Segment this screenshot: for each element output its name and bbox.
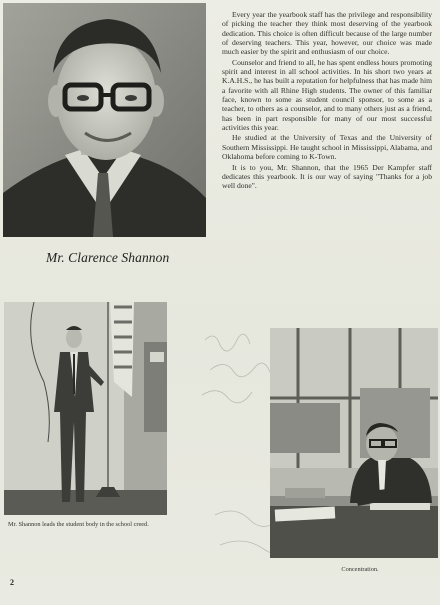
desk-photo-graphic [270,328,438,558]
desk-caption: Concentration. [341,566,379,573]
dedication-text [222,10,432,192]
dedication-paragraph: Counselor and friend to all, he has spent endless hours promoting spirit and interest in all school activities. In his short two years at K.A.H.S., he has built a reputation for helpfulness that has made him a favorite with all Rhine High students. The owner of this familiar face, known to some as student council sponsor, to some as a teacher, to others as a counselor, and to many others just as a friend, has been in part responsible for many of our most successful activities this year. [222,57,432,133]
creed-caption: Mr. Shannon leads the student body in the school creed. [8,521,149,528]
portrait-photo-graphic [3,3,206,237]
creed-photo [4,302,167,515]
creed-photo-graphic [4,302,167,515]
dedication-paragraph: He studied at the University of Texas and the University of Southern Mississippi. He taught school in Mississippi, Alabama, and Oklahoma before coming to K-Town. [222,133,432,162]
desk-photo [270,328,438,558]
dedication-paragraph: It is to you, Mr. Shannon, that the 1965 Der Kampfer staff dedicates this yearbook. It is our way of saying "Thanks for a job well done". [222,162,432,191]
page-number: 2 [10,578,14,587]
portrait-photo [3,3,206,237]
dedication-paragraph: Every year the yearbook staff has the privilege and responsibility of picking the teacher they think most deserving of the yearbook dedication. This choice is often difficult because of the large number of deserving teachers. This year, however, our choice was made much easier by the spirit and enthusiasm of our choice. [222,10,432,57]
portrait-caption: Mr. Clarence Shannon [46,250,170,265]
